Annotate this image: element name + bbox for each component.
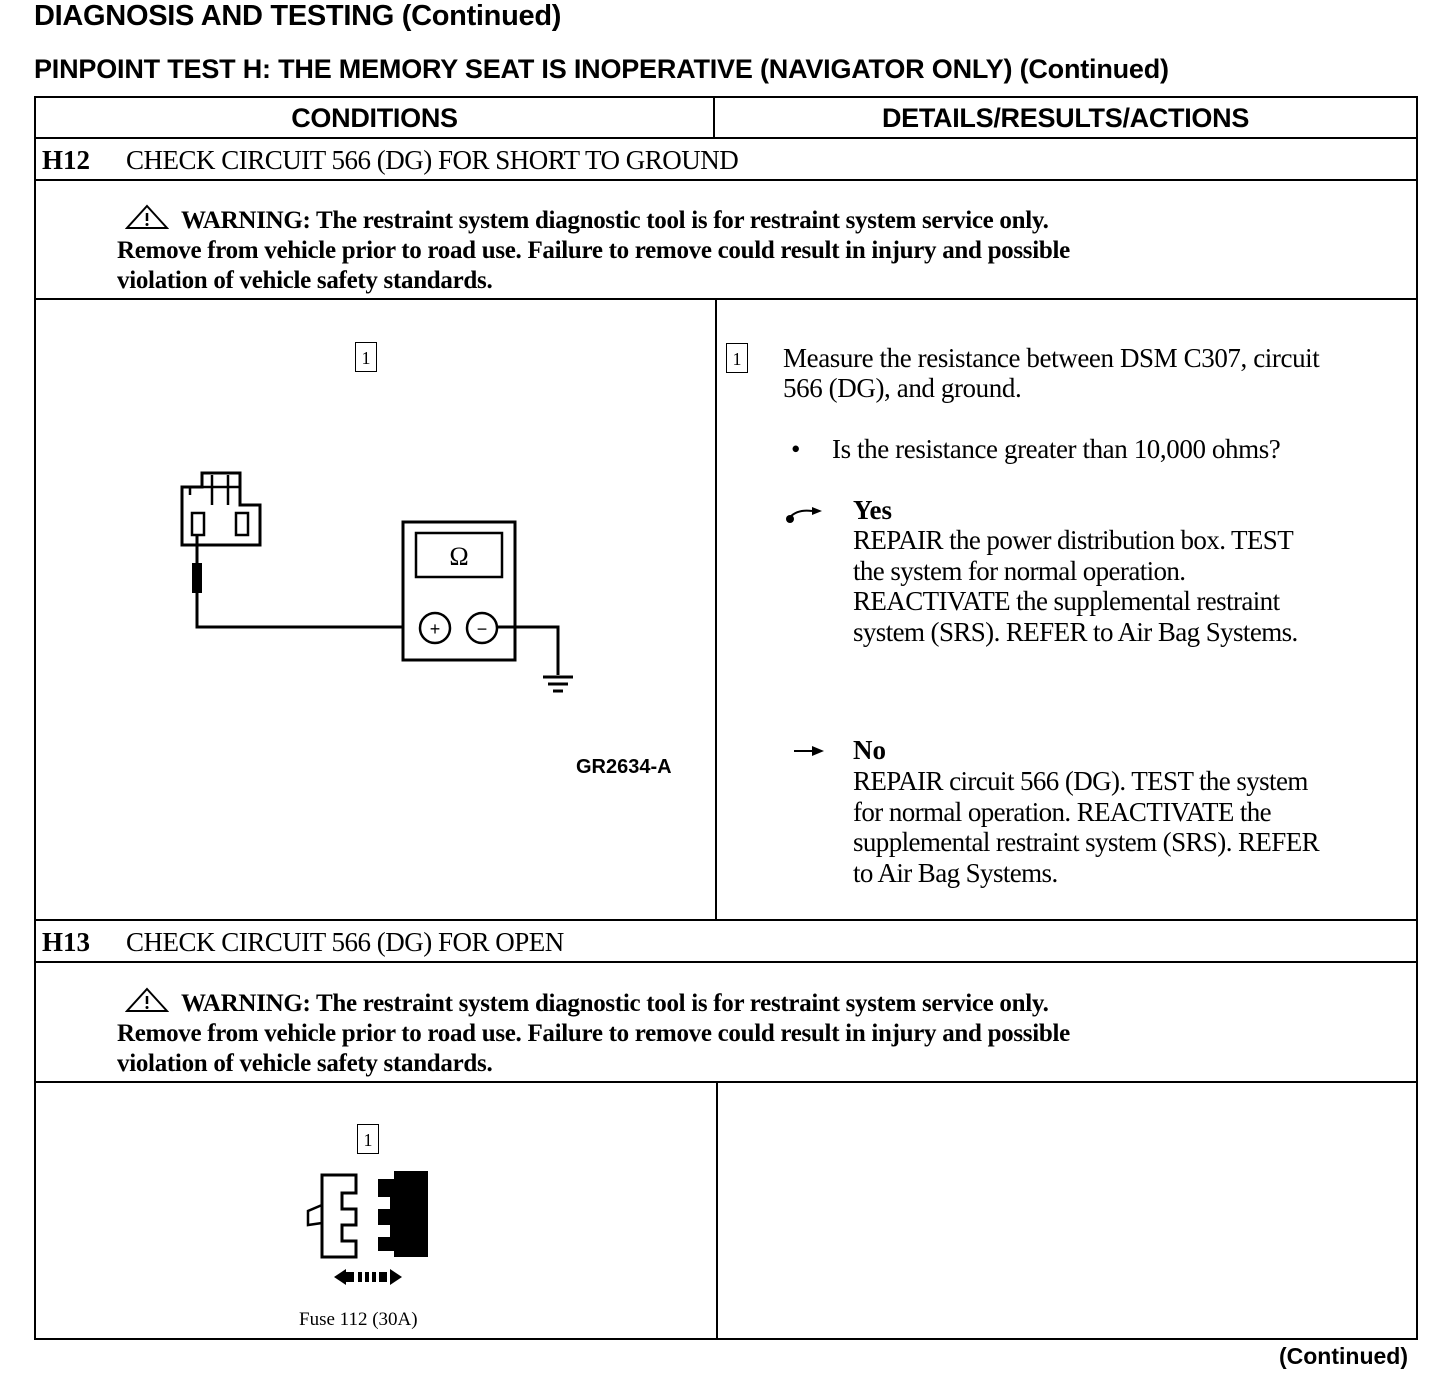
no-label: No <box>853 735 886 765</box>
h13-top-rule <box>34 919 1418 921</box>
warning-line-3: violation of vehicle safety standards. <box>117 267 493 294</box>
svg-text:−: − <box>476 619 488 639</box>
conditions-header: CONDITIONS <box>291 103 458 133</box>
details-header: DETAILS/RESULTS/ACTIONS <box>881 103 1250 133</box>
h12-title-rule <box>34 179 1418 181</box>
step-title: CHECK CIRCUIT 566 (DG) FOR SHORT TO GROUND <box>126 145 739 175</box>
figure-callout-1: 1 <box>357 1124 379 1154</box>
ohmmeter-test-diagram <box>170 465 590 705</box>
continued-label: (Continued) <box>1278 1343 1408 1369</box>
fuse-removal-diagram <box>298 1165 438 1295</box>
warning-line-2: Remove from vehicle prior to road use. Failure to remove could result in injury and possible <box>117 1020 1070 1047</box>
measure-instruction: Measure the resistance between DSM C307, circuit 566 (DG), and ground. <box>783 343 1320 403</box>
header-rule <box>34 137 1418 139</box>
step-h13-row <box>42 923 564 961</box>
yes-branch-arrow-icon <box>782 503 826 529</box>
test-probe <box>192 563 202 593</box>
warning-line-1: WARNING: The restraint system diagnostic tool is for restraint system service only. <box>117 987 1357 1019</box>
no-branch-arrow-icon <box>792 741 828 761</box>
fuse-caption: Fuse 112 (30A) <box>299 1309 418 1330</box>
h12-warning-rule <box>34 298 1418 300</box>
step-number: H13 <box>42 927 91 957</box>
svg-text:+: + <box>429 619 441 639</box>
step-title: CHECK CIRCUIT 566 (DG) FOR OPEN <box>126 927 564 957</box>
warning-line-3: violation of vehicle safety standards. <box>117 1050 493 1077</box>
h12-warning <box>117 204 1357 296</box>
yes-label: Yes <box>853 495 892 525</box>
warning-triangle-icon <box>125 987 169 1013</box>
page-title: DIAGNOSIS AND TESTING (Continued) <box>34 0 562 32</box>
step-h12-row <box>42 141 738 179</box>
h13-title-rule <box>34 961 1418 963</box>
warning-line-1: WARNING: The restraint system diagnostic tool is for restraint system service only. <box>117 204 1357 236</box>
h13-warning <box>117 987 1357 1079</box>
h12-column-divider <box>715 299 717 920</box>
step-number: H12 <box>42 145 91 175</box>
question-bullet: • <box>791 434 801 464</box>
fuse-icon <box>322 1175 356 1257</box>
ohm-symbol: Ω <box>449 542 469 571</box>
figure-id: GR2634-A <box>576 756 672 778</box>
pinpoint-test-title: PINPOINT TEST H: THE MEMORY SEAT IS INOPERATIVE (NAVIGATOR ONLY) (Continued) <box>34 54 1169 84</box>
figure-callout-1: 1 <box>355 342 377 372</box>
h13-warning-rule <box>34 1081 1418 1083</box>
resistance-question: Is the resistance greater than 10,000 ohms? <box>832 434 1281 464</box>
yes-action: REPAIR the power distribution box. TEST the system for normal operation. REACTIVATE the supplemental restraint system (SRS). REFER to Air Bag Systems. <box>853 525 1298 647</box>
action-callout-1: 1 <box>726 343 748 373</box>
warning-triangle-icon <box>125 204 169 230</box>
fuse-socket <box>378 1171 428 1257</box>
warning-line-2: Remove from vehicle prior to road use. Failure to remove could result in injury and possible <box>117 237 1070 264</box>
ground-symbol-icon <box>543 677 573 691</box>
double-arrow-icon <box>334 1269 402 1285</box>
no-action: REPAIR circuit 566 (DG). TEST the system for normal operation. REACTIVATE the supplemental restraint system (SRS). REFER to Air Bag Systems. <box>853 766 1320 888</box>
h13-column-divider <box>716 1082 718 1339</box>
